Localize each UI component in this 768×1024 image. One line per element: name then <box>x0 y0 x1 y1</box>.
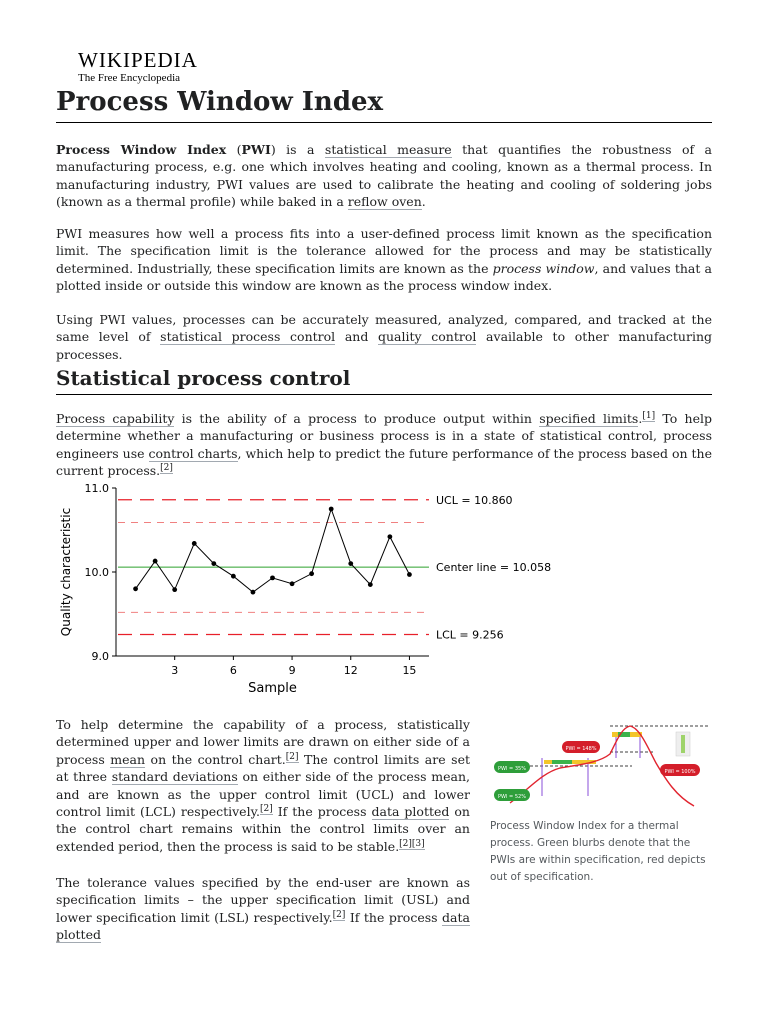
citation-3[interactable]: [3] <box>411 838 425 849</box>
figure-caption: Process Window Index for a thermal process. Green blurbs denote that the PWIs are within specification, red depicts out of specification. <box>490 820 706 883</box>
wikipedia-tagline: The Free Encyclopedia <box>78 72 181 84</box>
intro-paragraph-3: Using PWI values, processes can be accurately measured, analyzed, compared, and tracked at the same level of statistical process control and quality control available to other manufacturing processes. <box>56 312 712 362</box>
data-point <box>251 590 256 595</box>
pwi-badge-52: PWI = 52% <box>498 794 526 800</box>
x-tick-label: 3 <box>171 664 179 677</box>
data-point <box>407 572 412 577</box>
data-point <box>231 574 236 579</box>
link-quality-control[interactable]: quality control <box>378 329 477 345</box>
citation-1[interactable]: [1] <box>642 410 656 421</box>
link-data-plotted[interactable]: data plotted <box>371 804 450 820</box>
x-tick-label: 9 <box>288 664 296 677</box>
x-tick-label: 12 <box>343 664 358 677</box>
pwi-badge-100: PWI = 100% <box>664 769 696 775</box>
data-point <box>192 541 197 546</box>
link-process-capability[interactable]: Process capability <box>56 411 175 426</box>
link-control-charts[interactable]: control charts <box>148 445 238 461</box>
data-point <box>133 586 138 591</box>
x-axis-label: Sample <box>248 681 297 696</box>
link-reflow-oven[interactable]: reflow oven <box>347 194 422 210</box>
data-point <box>172 587 177 592</box>
pwi-badge-148: PWI = 148% <box>565 746 597 752</box>
section-paragraph-3: The tolerance values specified by the end-user are known as specification limits – the upper specification limit (USL) and lower specification limit (LSL) respectively.[2] If the process data plotted <box>56 875 470 943</box>
citation-2b[interactable]: [2] <box>285 751 299 762</box>
citation-2e[interactable]: [2] <box>332 909 346 920</box>
citation-2c[interactable]: [2] <box>259 803 273 814</box>
section-paragraph-1: Process capability is the ability of a process to produce output within specified limits.[1] To help determine whether a manufacturing or business process is in a state of statistical control, process engineers use control charts, which help to predict the future performance of the process based on the current process.[2] <box>56 410 712 479</box>
ucl-label: UCL = 10.860 <box>436 493 513 507</box>
data-point <box>368 582 373 587</box>
section-heading-statistical-process-control: Statistical process control <box>56 364 712 395</box>
y-tick-label: 11.0 <box>84 482 109 495</box>
link-standard-deviations[interactable]: standard deviations <box>111 769 238 785</box>
data-point <box>290 581 295 586</box>
data-point <box>153 559 158 564</box>
y-tick-label: 10.0 <box>84 566 109 579</box>
x-tick-label: 6 <box>229 664 237 677</box>
intro-paragraph-1: Process Window Index (PWI) is a statistical measure that quantifies the robustness of a manufacturing process, e.g. one which involves heating and cooling, known as a thermal process. In manufacturing industry, PWI values are used to calibrate the heating and cooling of soldering jobs (known as a thermal profile) while baked in a reflow oven. <box>56 142 712 210</box>
citation-2d[interactable]: [2] <box>399 838 412 849</box>
figure-thumbnail[interactable] <box>490 718 712 886</box>
pwi-badge-35: PWI = 35% <box>498 766 526 772</box>
control-chart <box>54 476 552 702</box>
data-point <box>309 571 314 576</box>
page-title: Process Window Index <box>56 84 712 123</box>
link-statistical-process-control[interactable]: statistical process control <box>160 329 336 345</box>
data-point <box>348 561 353 566</box>
wikipedia-logo[interactable] <box>78 50 198 85</box>
data-point <box>387 534 392 539</box>
citation-2[interactable]: [2] <box>160 463 173 474</box>
y-axis-label: Quality characteristic <box>59 507 73 637</box>
data-point <box>329 507 334 512</box>
intro-paragraph-2: PWI measures how well a process fits into a user-defined process limit known as the specification limit. The specification limit is the tolerance allowed for the process and may be statistically determined. Industrially, these specification limits are known as the process window, and values that a plotted inside or outside this window are known as the process window index. <box>56 226 712 294</box>
data-point <box>270 575 275 580</box>
x-tick-label: 15 <box>402 664 417 677</box>
link-data-plotted-2[interactable]: data plotted <box>56 909 470 943</box>
lcl-label: LCL = 9.256 <box>436 628 504 642</box>
wikipedia-wordmark: WIKIPEDIA <box>78 48 198 72</box>
link-specified-limits[interactable]: specified limits <box>539 411 639 426</box>
thermal-profile-image[interactable] <box>490 718 712 810</box>
section-paragraph-2: To help determine the capability of a process, statistically determined upper and lower limits are drawn on either side of a process mean on the control chart.[2] The control limits are set at three standard deviations on either side of the process mean, and are known as the upper control limit (UCL) and lower control limit (LCL) respectively.[2] If the process data plotted on the control chart remains within the control limits over an extended period, then the process is said to be stable.[2][3] <box>56 717 470 854</box>
link-statistical-measure[interactable]: statistical measure <box>324 142 452 157</box>
y-tick-label: 9.0 <box>91 650 109 663</box>
link-mean[interactable]: mean <box>110 751 146 767</box>
center-line-label: Center line = 10.058 <box>436 561 552 575</box>
data-point <box>211 561 216 566</box>
